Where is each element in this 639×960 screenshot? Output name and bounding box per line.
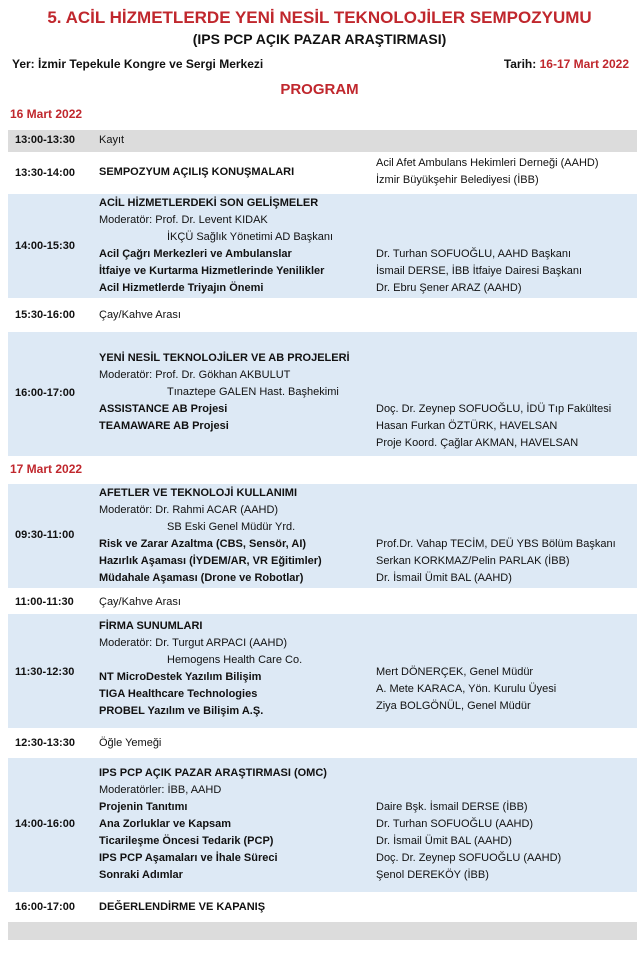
talk-title: Acil Çağrı Merkezleri ve Ambulanslar <box>99 248 292 260</box>
program-heading: PROGRAM <box>280 81 359 98</box>
day-2-label: 17 Mart 2022 <box>10 462 83 476</box>
session-row <box>8 894 637 920</box>
session-title: FİRMA SUNUMLARI <box>99 620 203 632</box>
speaker: Doç. Dr. Zeynep SOFUOĞLU, İDÜ Tıp Fakültesi <box>376 403 612 415</box>
speaker: A. Mete KARACA, Yön. Kurulu Üyesi <box>376 683 557 695</box>
session-time: 16:00-17:00 <box>15 901 75 913</box>
talk-title: Projenin Tanıtımı <box>99 801 188 813</box>
session-time: 09:30-11:00 <box>15 529 75 541</box>
speaker: Prof.Dr. Vahap TECİM, DEÜ YBS Bölüm Başkanı <box>376 538 616 550</box>
talk-title: Müdahale Aşaması (Drone ve Robotlar) <box>99 572 304 584</box>
session-title: YENİ NESİL TEKNOLOJİLER VE AB PROJELERİ <box>99 352 350 364</box>
session-row <box>8 154 637 192</box>
speaker: Hasan Furkan ÖZTÜRK, HAVELSAN <box>376 420 558 432</box>
session-title: Kayıt <box>99 134 125 146</box>
table-footer-bar <box>8 922 637 940</box>
session-time: 13:00-13:30 <box>15 134 75 146</box>
talk-title: NT MicroDestek Yazılım Bilişim <box>99 671 262 683</box>
session-row <box>8 614 637 728</box>
moderator: Moderatör: Dr. Rahmi ACAR (AAHD) <box>99 504 279 516</box>
session-title: Öğle Yemeği <box>99 737 162 749</box>
session-time: 14:00-16:00 <box>15 818 75 830</box>
moderator-institution: İKÇÜ Sağlık Yönetimi AD Başkanı <box>167 231 334 243</box>
moderator: Moderatör: Prof. Dr. Gökhan AKBULUT <box>99 369 291 381</box>
talk-title: Acil Hizmetlerde Triyajın Önemi <box>99 282 264 294</box>
session-title: ACİL HİZMETLERDEKİ SON GELİŞMELER <box>99 197 319 209</box>
venue-label: Yer: <box>12 57 35 71</box>
speaker: Daire Bşk. İsmail DERSE (İBB) <box>376 801 528 813</box>
session-time: 11:30-12:30 <box>15 666 75 678</box>
speaker: Şenol DEREKÖY (İBB) <box>376 869 489 881</box>
session-row <box>8 484 637 588</box>
session-title: SEMPOZYUM AÇILIŞ KONUŞMALARI <box>99 166 295 178</box>
session-time: 16:00-17:00 <box>15 387 75 399</box>
session-row <box>8 332 637 456</box>
talk-title: PROBEL Yazılım ve Bilişim A.Ş. <box>99 705 264 717</box>
speaker: Doç. Dr. Zeynep SOFUOĞLU (AAHD) <box>376 852 562 864</box>
session-time: 15:30-16:00 <box>15 309 75 321</box>
speaker: Serkan KORKMAZ/Pelin PARLAK (İBB) <box>376 555 570 567</box>
session-row <box>8 730 637 756</box>
speaker: Dr. Turhan SOFUOĞLU (AAHD) <box>376 818 534 830</box>
speaker: Acil Afet Ambulans Hekimleri Derneği (AAHD) <box>376 157 599 169</box>
session-time: 12:30-13:30 <box>15 737 75 749</box>
speaker: Dr. İsmail Ümit BAL (AAHD) <box>376 835 512 847</box>
talk-title: TEAMAWARE AB Projesi <box>99 420 229 432</box>
venue <box>12 57 263 71</box>
session-row <box>8 130 637 152</box>
date <box>504 57 629 71</box>
session-time: 14:00-15:30 <box>15 240 75 252</box>
speaker: Dr. Turhan SOFUOĞLU, AAHD Başkanı <box>376 248 572 260</box>
moderator-institution: Tınaztepe GALEN Hast. Başhekimi <box>167 386 339 398</box>
moderator: Moderatörler: İBB, AAHD <box>99 784 222 796</box>
venue-value: İzmir Tepekule Kongre ve Sergi Merkezi <box>38 57 264 71</box>
talk-title: Risk ve Zarar Azaltma (CBS, Sensör, AI) <box>99 538 307 550</box>
talk-title: IPS PCP Aşamaları ve İhale Süreci <box>99 852 278 864</box>
talk-title: TIGA Healthcare Technologies <box>99 688 258 700</box>
session-title: Çay/Kahve Arası <box>99 309 181 321</box>
speaker: Mert DÖNERÇEK, Genel Müdür <box>376 666 534 678</box>
session-title: DEĞERLENDİRME VE KAPANIŞ <box>99 901 266 913</box>
session-title: IPS PCP AÇIK PAZAR ARAŞTIRMASI (OMC) <box>99 767 327 779</box>
session-row <box>8 590 637 614</box>
talk-title: Ana Zorluklar ve Kapsam <box>99 818 232 830</box>
talk-title: ASSISTANCE AB Projesi <box>99 403 228 415</box>
speaker: İsmail DERSE, İBB İtfaiye Dairesi Başkanı <box>376 265 583 277</box>
session-row <box>8 194 637 298</box>
document-subtitle: (IPS PCP AÇIK PAZAR ARAŞTIRMASI) <box>192 31 447 47</box>
talk-title: Hazırlık Aşaması (İYDEM/AR, VR Eğitimler) <box>99 555 322 567</box>
speaker: Dr. İsmail Ümit BAL (AAHD) <box>376 572 512 584</box>
moderator: Moderatör: Dr. Turgut ARPACI (AAHD) <box>99 637 288 649</box>
session-time: 13:30-14:00 <box>15 167 75 179</box>
session-title: Çay/Kahve Arası <box>99 596 181 608</box>
document-title: 5. ACİL HİZMETLERDE YENİ NESİL TEKNOLOJİLER SEMPOZYUMU <box>47 8 592 27</box>
talk-title: Sonraki Adımlar <box>99 869 183 881</box>
moderator-institution: Hemogens Health Care Co. <box>167 654 303 666</box>
speaker: Dr. Ebru Şener ARAZ (AAHD) <box>376 282 522 294</box>
speaker: Ziya BOLGÖNÜL, Genel Müdür <box>376 700 531 712</box>
session-time: 11:00-11:30 <box>15 596 74 608</box>
date-label: Tarih: <box>503 57 537 71</box>
moderator: Moderatör: Prof. Dr. Levent KIDAK <box>99 214 268 226</box>
moderator-institution: SB Eski Genel Müdür Yrd. <box>167 521 296 533</box>
day-1-label: 16 Mart 2022 <box>10 107 83 121</box>
session-row <box>8 758 637 892</box>
talk-title: Ticarileşme Öncesi Tedarik (PCP) <box>99 835 274 847</box>
speaker: Proje Koord. Çağlar AKMAN, HAVELSAN <box>376 437 579 449</box>
talk-title: İtfaiye ve Kurtarma Hizmetlerinde Yenilikler <box>99 265 325 277</box>
speaker: İzmir Büyükşehir Belediyesi (İBB) <box>376 174 539 186</box>
session-title: AFETLER VE TEKNOLOJİ KULLANIMI <box>99 487 297 499</box>
date-value: 16-17 Mart 2022 <box>539 57 629 71</box>
session-row <box>8 300 637 330</box>
